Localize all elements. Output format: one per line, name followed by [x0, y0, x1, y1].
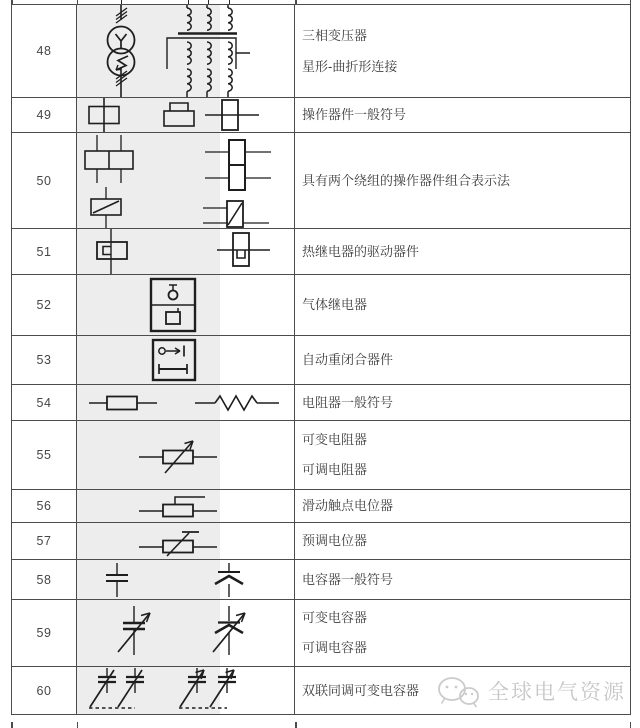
three-phase-transformer-circles-star-zigzag-icon — [77, 5, 294, 97]
description-line: 气体继电器 — [302, 297, 368, 312]
ganged-variable-capacitor-icons — [77, 667, 294, 714]
gas-relay-icon — [77, 275, 294, 335]
symbol-cell — [77, 523, 295, 559]
row-number-cell — [12, 5, 77, 97]
two-winding-device-stacked-diagonal-icon — [203, 201, 269, 227]
table-edge-bottom-right — [630, 722, 632, 728]
symbol-cell — [77, 421, 295, 489]
row-number: 56 — [36, 499, 52, 513]
description-cell — [295, 385, 630, 420]
symbol-cell — [77, 600, 295, 666]
symbol-cell — [77, 98, 295, 132]
variable-capacitor-icons — [77, 600, 294, 666]
row-number-cell — [12, 133, 77, 228]
description-cell — [295, 229, 630, 274]
table-edge-bottom-col1 — [77, 722, 79, 728]
thermal-relay-drive-icons — [77, 229, 294, 274]
description-line: 自动重闭合器件 — [302, 352, 394, 367]
operating-device-top-terminals-icon — [164, 103, 194, 126]
description-cell — [295, 5, 630, 97]
table-row — [12, 667, 630, 715]
description-line: 电容器一般符号 — [302, 571, 394, 587]
row-number-cell — [12, 385, 77, 420]
sliding-contact-potentiometer-icon — [77, 490, 294, 522]
row-number: 59 — [36, 626, 52, 640]
table-row — [12, 98, 630, 133]
ganged-variable-capacitor-pair-right-icon — [179, 668, 236, 708]
two-winding-device-side-by-side-icon — [85, 135, 133, 183]
variable-capacitor-icon — [118, 606, 150, 655]
row-number-cell — [12, 229, 77, 274]
automatic-reclosing-device-icon — [77, 336, 294, 384]
table-edge-bottom-col2 — [295, 722, 297, 728]
resistor-zigzag-icon — [195, 396, 279, 410]
description-cell — [295, 490, 630, 522]
table-row — [12, 5, 630, 98]
symbol-cell — [77, 490, 295, 522]
description-line: 滑动触点电位器 — [302, 498, 394, 513]
operating-device-icons — [77, 98, 294, 132]
description-line: 可调电容器 — [302, 640, 368, 655]
resistor-box-icon — [89, 397, 157, 410]
description-line: 操作器件一般符号 — [302, 107, 407, 122]
table-row — [12, 275, 630, 336]
row-number: 55 — [36, 448, 52, 462]
ganged-variable-capacitor-pair-left-icon — [89, 668, 144, 708]
row-number: 50 — [36, 173, 52, 188]
description-line: 三相变压器 — [302, 27, 368, 43]
symbol-cell — [77, 560, 295, 599]
symbol-cell — [77, 275, 295, 335]
watermark-text: 全球电气资源 — [488, 681, 626, 704]
table-row — [12, 490, 630, 523]
capacitor-icons — [77, 560, 294, 599]
row-number: 52 — [36, 298, 52, 312]
table-row — [12, 600, 630, 667]
description-line: 可变电容器 — [302, 610, 368, 625]
thermal-relay-drive-horizontal-icon — [97, 229, 127, 274]
description-cell — [295, 560, 630, 599]
row-number-cell — [12, 560, 77, 599]
description-line: 可变电阻器 — [302, 432, 368, 447]
winding-detail — [167, 5, 250, 97]
symbol-cell — [77, 133, 295, 228]
symbol-cell — [77, 229, 295, 274]
description-cell — [295, 523, 630, 559]
description-cell — [295, 336, 630, 384]
description-line: 星形-曲折形连接 — [302, 58, 398, 74]
row-number: 48 — [36, 44, 52, 58]
table-edge-bottom-left — [11, 722, 13, 728]
row-number-cell — [12, 600, 77, 666]
thermal-relay-drive-vertical-icon — [217, 233, 270, 266]
row-number: 58 — [36, 572, 52, 587]
description-line: 热继电器的驱动器件 — [302, 243, 420, 259]
row-number: 51 — [36, 244, 52, 259]
description-cell — [295, 275, 630, 335]
table-row — [12, 421, 630, 490]
description-line: 电阻器一般符号 — [302, 394, 394, 410]
watermark — [436, 675, 626, 711]
row-number-cell — [12, 490, 77, 522]
symbol-cell — [77, 336, 295, 384]
description-line: 具有两个绕组的操作器件组合表示法 — [302, 172, 511, 188]
row-number: 54 — [36, 395, 52, 410]
description-cell — [295, 421, 630, 489]
resistor-icons — [77, 385, 294, 420]
table-row — [12, 385, 630, 421]
row-number: 49 — [36, 108, 52, 122]
symbol-cell — [77, 5, 295, 97]
row-number-cell — [12, 98, 77, 132]
row-number: 53 — [36, 353, 52, 367]
description-line: 双联同调可变电容器 — [302, 682, 420, 698]
symbol-cell — [77, 667, 295, 714]
row-number-cell — [12, 523, 77, 559]
variable-capacitor-curved-plate-icon — [213, 606, 245, 655]
description-line: 预调电位器 — [302, 533, 368, 548]
preset-potentiometer-icon — [77, 523, 294, 559]
wechat-logo-icon — [436, 675, 482, 711]
table-row — [12, 336, 630, 385]
two-winding-device-diagonal-icon — [91, 187, 121, 228]
description-cell — [295, 98, 630, 132]
capacitor-curved-plate-icon — [215, 563, 243, 597]
description-cell — [295, 600, 630, 666]
row-number-cell — [12, 421, 77, 489]
row-number: 60 — [36, 683, 52, 698]
table-row — [12, 229, 630, 275]
table-row — [12, 133, 630, 229]
two-winding-device-icons — [77, 133, 294, 228]
symbol-cell — [77, 385, 295, 420]
capacitor-general-icon — [106, 563, 128, 597]
row-number-cell — [12, 275, 77, 335]
table-row — [12, 523, 630, 560]
description-cell — [295, 667, 630, 714]
operating-device-vertical-icon — [205, 100, 259, 130]
row-number-cell — [12, 667, 77, 714]
table-row — [12, 560, 630, 600]
description-cell — [295, 133, 630, 228]
variable-resistor-icon — [77, 421, 294, 489]
symbol-reference-table — [11, 4, 631, 715]
row-number-cell — [12, 336, 77, 384]
two-winding-device-stacked-icon — [205, 140, 271, 190]
description-line: 可调电阻器 — [302, 462, 368, 477]
row-number: 57 — [36, 534, 52, 548]
